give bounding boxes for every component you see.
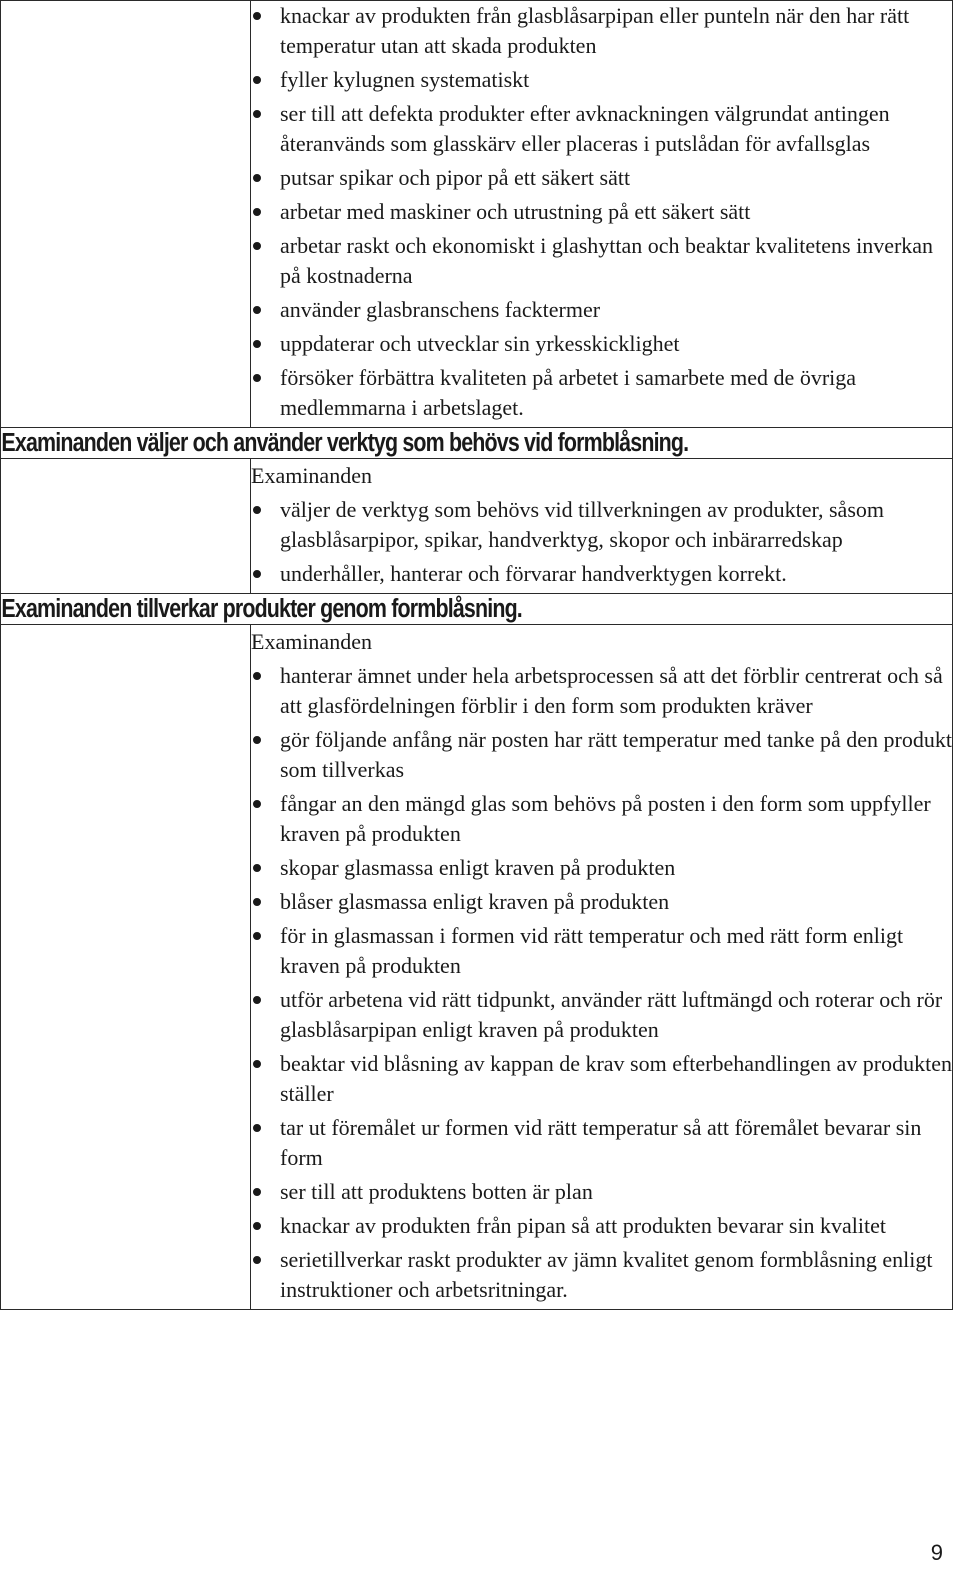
- section-heading: Examinanden tillverkar produkter genom formblåsning.: [1, 594, 801, 625]
- list-item: uppdaterar och utvecklar sin yrkesskicklighet: [251, 329, 952, 359]
- list-item: beaktar vid blåsning av kappan de krav som efterbehandlingen av produkten ställer: [251, 1049, 952, 1109]
- list-item: gör följande anfång när posten har rätt temperatur med tanke på den produkt som tillverkas: [251, 725, 952, 785]
- list-item: knackar av produkten från pipan så att produkten bevarar sin kvalitet: [251, 1211, 952, 1241]
- table-row: [1, 1, 953, 428]
- list-item: blåser glasmassa enligt kraven på produkten: [251, 887, 952, 917]
- list-item: underhåller, hanterar och förvarar handverktygen korrekt.: [251, 559, 952, 589]
- empty-left-cell: [1, 625, 251, 1310]
- intro-text: Examinanden: [251, 463, 372, 488]
- content-cell: [251, 625, 953, 1310]
- list-item: utför arbetena vid rätt tidpunkt, använder rätt luftmängd och roterar och rör glasblåsarpipan enligt kraven på produkten: [251, 985, 952, 1045]
- bullet-list: [251, 1, 952, 423]
- list-item: för in glasmassan i formen vid rätt temperatur och med rätt form enligt kraven på produkten: [251, 921, 952, 981]
- intro-text: Examinanden: [251, 629, 372, 654]
- list-item: försöker förbättra kvaliteten på arbetet i samarbete med de övriga medlemmarna i arbetslaget.: [251, 363, 952, 423]
- list-item: ser till att defekta produkter efter avknackningen välgrundat antingen återanvänds som glasskärv eller placeras i putslådan för avfallsglas: [251, 99, 952, 159]
- list-item: arbetar med maskiner och utrustning på ett säkert sätt: [251, 197, 952, 227]
- table-row: [1, 459, 953, 594]
- section-heading: Examinanden väljer och använder verktyg som behövs vid formblåsning.: [1, 428, 801, 459]
- list-item: putsar spikar och pipor på ett säkert sätt: [251, 163, 952, 193]
- list-item: skopar glasmassa enligt kraven på produkten: [251, 853, 952, 883]
- table-row: [1, 594, 953, 625]
- empty-left-cell: [1, 1, 251, 428]
- list-item: knackar av produkten från glasblåsarpipan eller punteln när den har rätt temperatur utan att skada produkten: [251, 1, 952, 61]
- empty-left-cell: [1, 459, 251, 594]
- list-item: hanterar ämnet under hela arbetsprocessen så att det förblir centrerat och så att glasfördelningen förblir i den form som produkten kräver: [251, 661, 952, 721]
- page-number: 9: [930, 1540, 943, 1565]
- list-item: fyller kylugnen systematiskt: [251, 65, 952, 95]
- content-cell: [251, 1, 953, 428]
- content-cell: [251, 459, 953, 594]
- bullet-list: [251, 661, 952, 1305]
- list-item: fångar an den mängd glas som behövs på posten i den form som uppfyller kraven på produkten: [251, 789, 952, 849]
- list-item: ser till att produktens botten är plan: [251, 1177, 952, 1207]
- list-item: väljer de verktyg som behövs vid tillverkningen av produkter, såsom glasblåsarpipor, spikar, handverktyg, skopor och inbärarredskap: [251, 495, 952, 555]
- list-item: arbetar raskt och ekonomiskt i glashyttan och beaktar kvalitetens inverkan på kostnaderna: [251, 231, 952, 291]
- table-row: [1, 625, 953, 1310]
- table-row: [1, 428, 953, 459]
- bullet-list: [251, 495, 952, 589]
- list-item: använder glasbranschens facktermer: [251, 295, 952, 325]
- list-item: tar ut föremålet ur formen vid rätt temperatur så att föremålet bevarar sin form: [251, 1113, 952, 1173]
- list-item: serietillverkar raskt produkter av jämn kvalitet genom formblåsning enligt instruktioner och arbetsritningar.: [251, 1245, 952, 1305]
